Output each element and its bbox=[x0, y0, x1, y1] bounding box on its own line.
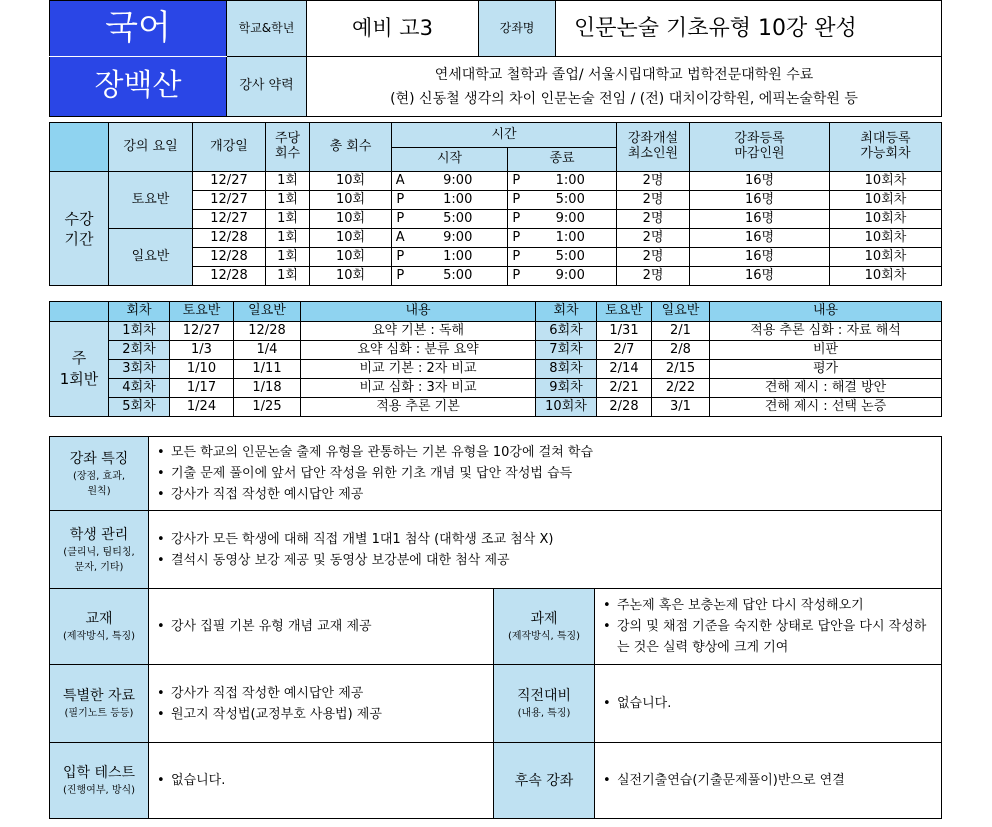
cell-total: 10회 bbox=[310, 248, 392, 267]
cell-content: 적용 추론 기본 bbox=[301, 398, 536, 417]
cell-session: 8회차 bbox=[536, 360, 597, 379]
cell-start-time: 9:00 bbox=[409, 229, 508, 248]
cell-sun: 3/1 bbox=[652, 398, 710, 417]
special-label: 특별한 자료 bbox=[62, 688, 136, 704]
feature-label: 강좌 특징 bbox=[69, 450, 129, 467]
list-item: • 강사가 직접 작성한 예시답안 제공 bbox=[157, 484, 933, 505]
header-open-date: 개강일 bbox=[193, 123, 266, 172]
management-label: 학생 관리 bbox=[69, 526, 129, 543]
cell-total: 10회 bbox=[310, 172, 392, 191]
cell-content: 평가 bbox=[710, 360, 942, 379]
management-sub: (클리닉, 팀티칭, 문자, 기타) bbox=[63, 546, 135, 573]
cell-sun: 12/28 bbox=[234, 322, 301, 341]
cell-session: 2회차 bbox=[109, 341, 170, 360]
cell-reg: 10회차 bbox=[830, 210, 942, 229]
career-line-2: (현) 신동철 생각의 차이 인문논술 전임 / (전) 대치이강학원, 에픽논술학원 등 bbox=[390, 90, 858, 107]
weekly-header-session: 회차 bbox=[536, 302, 597, 322]
teacher-name: 장백산 bbox=[94, 68, 182, 104]
cell-end-ampm: P bbox=[508, 229, 525, 248]
cell-date: 12/27 bbox=[193, 172, 266, 191]
cell-weekly: 1회 bbox=[266, 210, 310, 229]
header-start: 시작 bbox=[392, 148, 508, 172]
cell-start-ampm: P bbox=[392, 248, 409, 267]
cell-reg: 10회차 bbox=[830, 267, 942, 286]
cell-content: 견해 제시 : 해결 방안 bbox=[710, 379, 942, 398]
cell-reg: 10회차 bbox=[830, 191, 942, 210]
prep-label: 직전대비 bbox=[516, 688, 572, 704]
test-content bbox=[149, 743, 494, 819]
header-end: 종료 bbox=[508, 148, 617, 172]
cell-sat: 1/17 bbox=[170, 379, 234, 398]
cell-end-ampm: P bbox=[508, 267, 525, 286]
cell-start-time: 1:00 bbox=[409, 248, 508, 267]
cell-end-ampm: P bbox=[508, 210, 525, 229]
header-time: 시간 bbox=[392, 123, 617, 148]
cell-sun: 2/22 bbox=[652, 379, 710, 398]
cell-start-ampm: A bbox=[392, 172, 409, 191]
cell-max: 16명 bbox=[690, 229, 830, 248]
list-item: • 원고지 작성법(교정부호 사용법) 제공 bbox=[157, 704, 485, 725]
cell-start-ampm: A bbox=[392, 229, 409, 248]
test-label: 입학 테스트 bbox=[62, 765, 136, 781]
teacher-cell bbox=[50, 57, 227, 117]
weekly-header-content: 내용 bbox=[301, 302, 536, 322]
list-item: • 없습니다. bbox=[603, 693, 933, 714]
cell-total: 10회 bbox=[310, 210, 392, 229]
cell-end-time: 9:00 bbox=[525, 267, 617, 286]
header-min: 강좌개설 최소인원 bbox=[617, 123, 690, 172]
weekly-header-session: 회차 bbox=[109, 302, 170, 322]
cell-sun: 1/4 bbox=[234, 341, 301, 360]
cell-date: 12/28 bbox=[193, 248, 266, 267]
cell-session: 4회차 bbox=[109, 379, 170, 398]
course-name-label: 강좌명 bbox=[479, 1, 556, 57]
cell-end-time: 1:00 bbox=[525, 229, 617, 248]
day-sunday: 일요반 bbox=[109, 229, 193, 286]
cell-content: 비교 심화 : 3자 비교 bbox=[301, 379, 536, 398]
course-name: 인문논술 기초유형 10강 완성 bbox=[556, 1, 942, 57]
weekly-header-sun: 일요반 bbox=[234, 302, 301, 322]
cell-session: 7회차 bbox=[536, 341, 597, 360]
cell-sun: 2/8 bbox=[652, 341, 710, 360]
cell-min: 2명 bbox=[617, 267, 690, 286]
list-item: • 기출 문제 풀이에 앞서 답안 작성을 위한 기초 개념 및 답안 작성법 습득 bbox=[157, 463, 933, 484]
feature-sub: (장점, 효과, 원칙) bbox=[72, 470, 126, 497]
header-table bbox=[49, 0, 942, 117]
cell-weekly: 1회 bbox=[266, 248, 310, 267]
list-item: • 강사가 직접 작성한 예시답안 제공 bbox=[157, 683, 485, 704]
table-row bbox=[50, 379, 942, 398]
cell-start-time: 1:00 bbox=[409, 191, 508, 210]
cell-total: 10회 bbox=[310, 267, 392, 286]
cell-date: 12/28 bbox=[193, 229, 266, 248]
cell-max: 16명 bbox=[690, 248, 830, 267]
cell-content: 요약 기본 : 독해 bbox=[301, 322, 536, 341]
textbook-label: 교재 bbox=[85, 611, 113, 627]
cell-min: 2명 bbox=[617, 172, 690, 191]
cell-date: 12/28 bbox=[193, 267, 266, 286]
cell-session: 3회차 bbox=[109, 360, 170, 379]
cell-content: 비교 기본 : 2자 비교 bbox=[301, 360, 536, 379]
cell-total: 10회 bbox=[310, 229, 392, 248]
weekly-corner bbox=[50, 302, 109, 322]
list-item: • 강사 집필 기본 유형 개념 교재 제공 bbox=[157, 616, 485, 637]
header-max-reg: 최대등록 가능회차 bbox=[830, 123, 942, 172]
cell-session: 10회차 bbox=[536, 398, 597, 417]
cell-sun: 1/25 bbox=[234, 398, 301, 417]
list-item: • 강사가 모든 학생에 대해 직접 개별 1대1 첨삭 (대학생 조교 첨삭 X) bbox=[157, 529, 933, 550]
cell-sat: 1/10 bbox=[170, 360, 234, 379]
special-sub: (필기노트 등등) bbox=[64, 708, 134, 719]
cell-end-ampm: P bbox=[508, 248, 525, 267]
cell-max: 16명 bbox=[690, 210, 830, 229]
cell-session: 9회차 bbox=[536, 379, 597, 398]
weekly-plan-table bbox=[49, 301, 942, 417]
feature-content bbox=[149, 437, 942, 511]
cell-start-time: 5:00 bbox=[409, 267, 508, 286]
cell-start-ampm: P bbox=[392, 267, 409, 286]
cell-end-time: 5:00 bbox=[525, 248, 617, 267]
table-row bbox=[50, 172, 942, 191]
cell-end-ampm: P bbox=[508, 172, 525, 191]
cell-reg: 10회차 bbox=[830, 229, 942, 248]
prep-label-cell bbox=[494, 665, 595, 743]
table-row bbox=[50, 360, 942, 379]
period-label: 수강 기간 bbox=[50, 172, 109, 286]
weekly-header-sat: 토요반 bbox=[170, 302, 234, 322]
prep-sub: (내용, 특징) bbox=[517, 708, 571, 719]
cell-sat: 1/3 bbox=[170, 341, 234, 360]
subject-cell bbox=[50, 1, 227, 57]
header-day: 강의 요일 bbox=[109, 123, 193, 172]
cell-max: 16명 bbox=[690, 191, 830, 210]
cell-min: 2명 bbox=[617, 248, 690, 267]
cell-session: 6회차 bbox=[536, 322, 597, 341]
cell-sun: 2/15 bbox=[652, 360, 710, 379]
weekly-header-sat: 토요반 bbox=[597, 302, 652, 322]
prep-content bbox=[595, 665, 942, 743]
table-row bbox=[50, 322, 942, 341]
cell-weekly: 1회 bbox=[266, 267, 310, 286]
cell-sat: 2/28 bbox=[597, 398, 652, 417]
list-item: • 결석시 동영상 보강 제공 및 동영상 보강분에 대한 첨삭 제공 bbox=[157, 550, 933, 571]
weekly-label: 주 1회반 bbox=[50, 322, 109, 417]
cell-start-time: 5:00 bbox=[409, 210, 508, 229]
cell-total: 10회 bbox=[310, 191, 392, 210]
cell-end-time: 9:00 bbox=[525, 210, 617, 229]
homework-sub: (제작방식, 특징) bbox=[507, 631, 581, 642]
cell-content: 비판 bbox=[710, 341, 942, 360]
weekly-header-sun: 일요반 bbox=[652, 302, 710, 322]
schedule-table bbox=[49, 122, 942, 286]
cell-sun: 2/1 bbox=[652, 322, 710, 341]
school-grade-label: 학교&학년 bbox=[227, 1, 307, 57]
list-item: • 없습니다. bbox=[157, 770, 485, 791]
cell-content: 요약 심화 : 분류 요약 bbox=[301, 341, 536, 360]
cell-sat: 2/7 bbox=[597, 341, 652, 360]
test-sub: (진행여부, 방식) bbox=[62, 785, 136, 796]
homework-label: 과제 bbox=[530, 611, 558, 627]
school-grade: 예비 고3 bbox=[307, 1, 479, 57]
cell-start-time: 9:00 bbox=[409, 172, 508, 191]
table-row bbox=[50, 398, 942, 417]
list-item: • 실전기출연습(기출문제풀이)반으로 연결 bbox=[603, 770, 933, 791]
homework-content bbox=[595, 589, 942, 665]
management-label-cell bbox=[50, 511, 149, 589]
cell-sat: 12/27 bbox=[170, 322, 234, 341]
cell-start-ampm: P bbox=[392, 191, 409, 210]
career bbox=[307, 57, 942, 117]
cell-session: 1회차 bbox=[109, 322, 170, 341]
cell-end-time: 5:00 bbox=[525, 191, 617, 210]
cell-sat: 1/31 bbox=[597, 322, 652, 341]
cell-end-ampm: P bbox=[508, 191, 525, 210]
list-item: • 주논제 혹은 보충논제 답안 다시 작성해오기 bbox=[603, 595, 933, 616]
cell-weekly: 1회 bbox=[266, 191, 310, 210]
weekly-header-content: 내용 bbox=[710, 302, 942, 322]
followup-label: 후속 강좌 bbox=[514, 772, 574, 789]
cell-date: 12/27 bbox=[193, 191, 266, 210]
cell-max: 16명 bbox=[690, 267, 830, 286]
cell-min: 2명 bbox=[617, 229, 690, 248]
textbook-content bbox=[149, 589, 494, 665]
cell-sun: 1/11 bbox=[234, 360, 301, 379]
cell-weekly: 1회 bbox=[266, 229, 310, 248]
schedule-corner bbox=[50, 123, 109, 172]
header-total: 총 회수 bbox=[310, 123, 392, 172]
table-row bbox=[50, 229, 942, 248]
test-label-cell bbox=[50, 743, 149, 819]
cell-sat: 2/21 bbox=[597, 379, 652, 398]
homework-label-cell bbox=[494, 589, 595, 665]
cell-max: 16명 bbox=[690, 172, 830, 191]
textbook-label-cell bbox=[50, 589, 149, 665]
cell-date: 12/27 bbox=[193, 210, 266, 229]
cell-min: 2명 bbox=[617, 210, 690, 229]
cell-start-ampm: P bbox=[392, 210, 409, 229]
cell-sat: 1/24 bbox=[170, 398, 234, 417]
cell-min: 2명 bbox=[617, 191, 690, 210]
textbook-sub: (제작방식, 특징) bbox=[62, 631, 136, 642]
list-item: • 모든 학교의 인문논술 출제 유형을 관통하는 기본 유형을 10강에 걸쳐 학습 bbox=[157, 442, 933, 463]
day-saturday: 토요반 bbox=[109, 172, 193, 229]
list-item: • 강의 및 채점 기준을 숙지한 상태로 답안을 다시 작성하는 것은 실력 향상에 크게 기여 bbox=[603, 616, 933, 658]
feature-label-cell bbox=[50, 437, 149, 511]
career-label: 강사 약력 bbox=[227, 57, 307, 117]
features-table bbox=[49, 436, 942, 819]
cell-reg: 10회차 bbox=[830, 248, 942, 267]
followup-label-cell bbox=[494, 743, 595, 819]
cell-weekly: 1회 bbox=[266, 172, 310, 191]
cell-reg: 10회차 bbox=[830, 172, 942, 191]
special-content bbox=[149, 665, 494, 743]
cell-content: 견해 제시 : 선택 논증 bbox=[710, 398, 942, 417]
cell-content: 적용 추론 심화 : 자료 해석 bbox=[710, 322, 942, 341]
special-label-cell bbox=[50, 665, 149, 743]
followup-content bbox=[595, 743, 942, 819]
table-row bbox=[50, 341, 942, 360]
management-content bbox=[149, 511, 942, 589]
career-line-1: 연세대학교 철학과 졸업/ 서울시립대학교 법학전문대학원 수료 bbox=[434, 66, 814, 83]
cell-sat: 2/14 bbox=[597, 360, 652, 379]
cell-sun: 1/18 bbox=[234, 379, 301, 398]
header-max: 강좌등록 마감인원 bbox=[690, 123, 830, 172]
cell-session: 5회차 bbox=[109, 398, 170, 417]
subject: 국어 bbox=[105, 7, 171, 48]
header-weekly: 주당 회수 bbox=[266, 123, 310, 172]
cell-end-time: 1:00 bbox=[525, 172, 617, 191]
